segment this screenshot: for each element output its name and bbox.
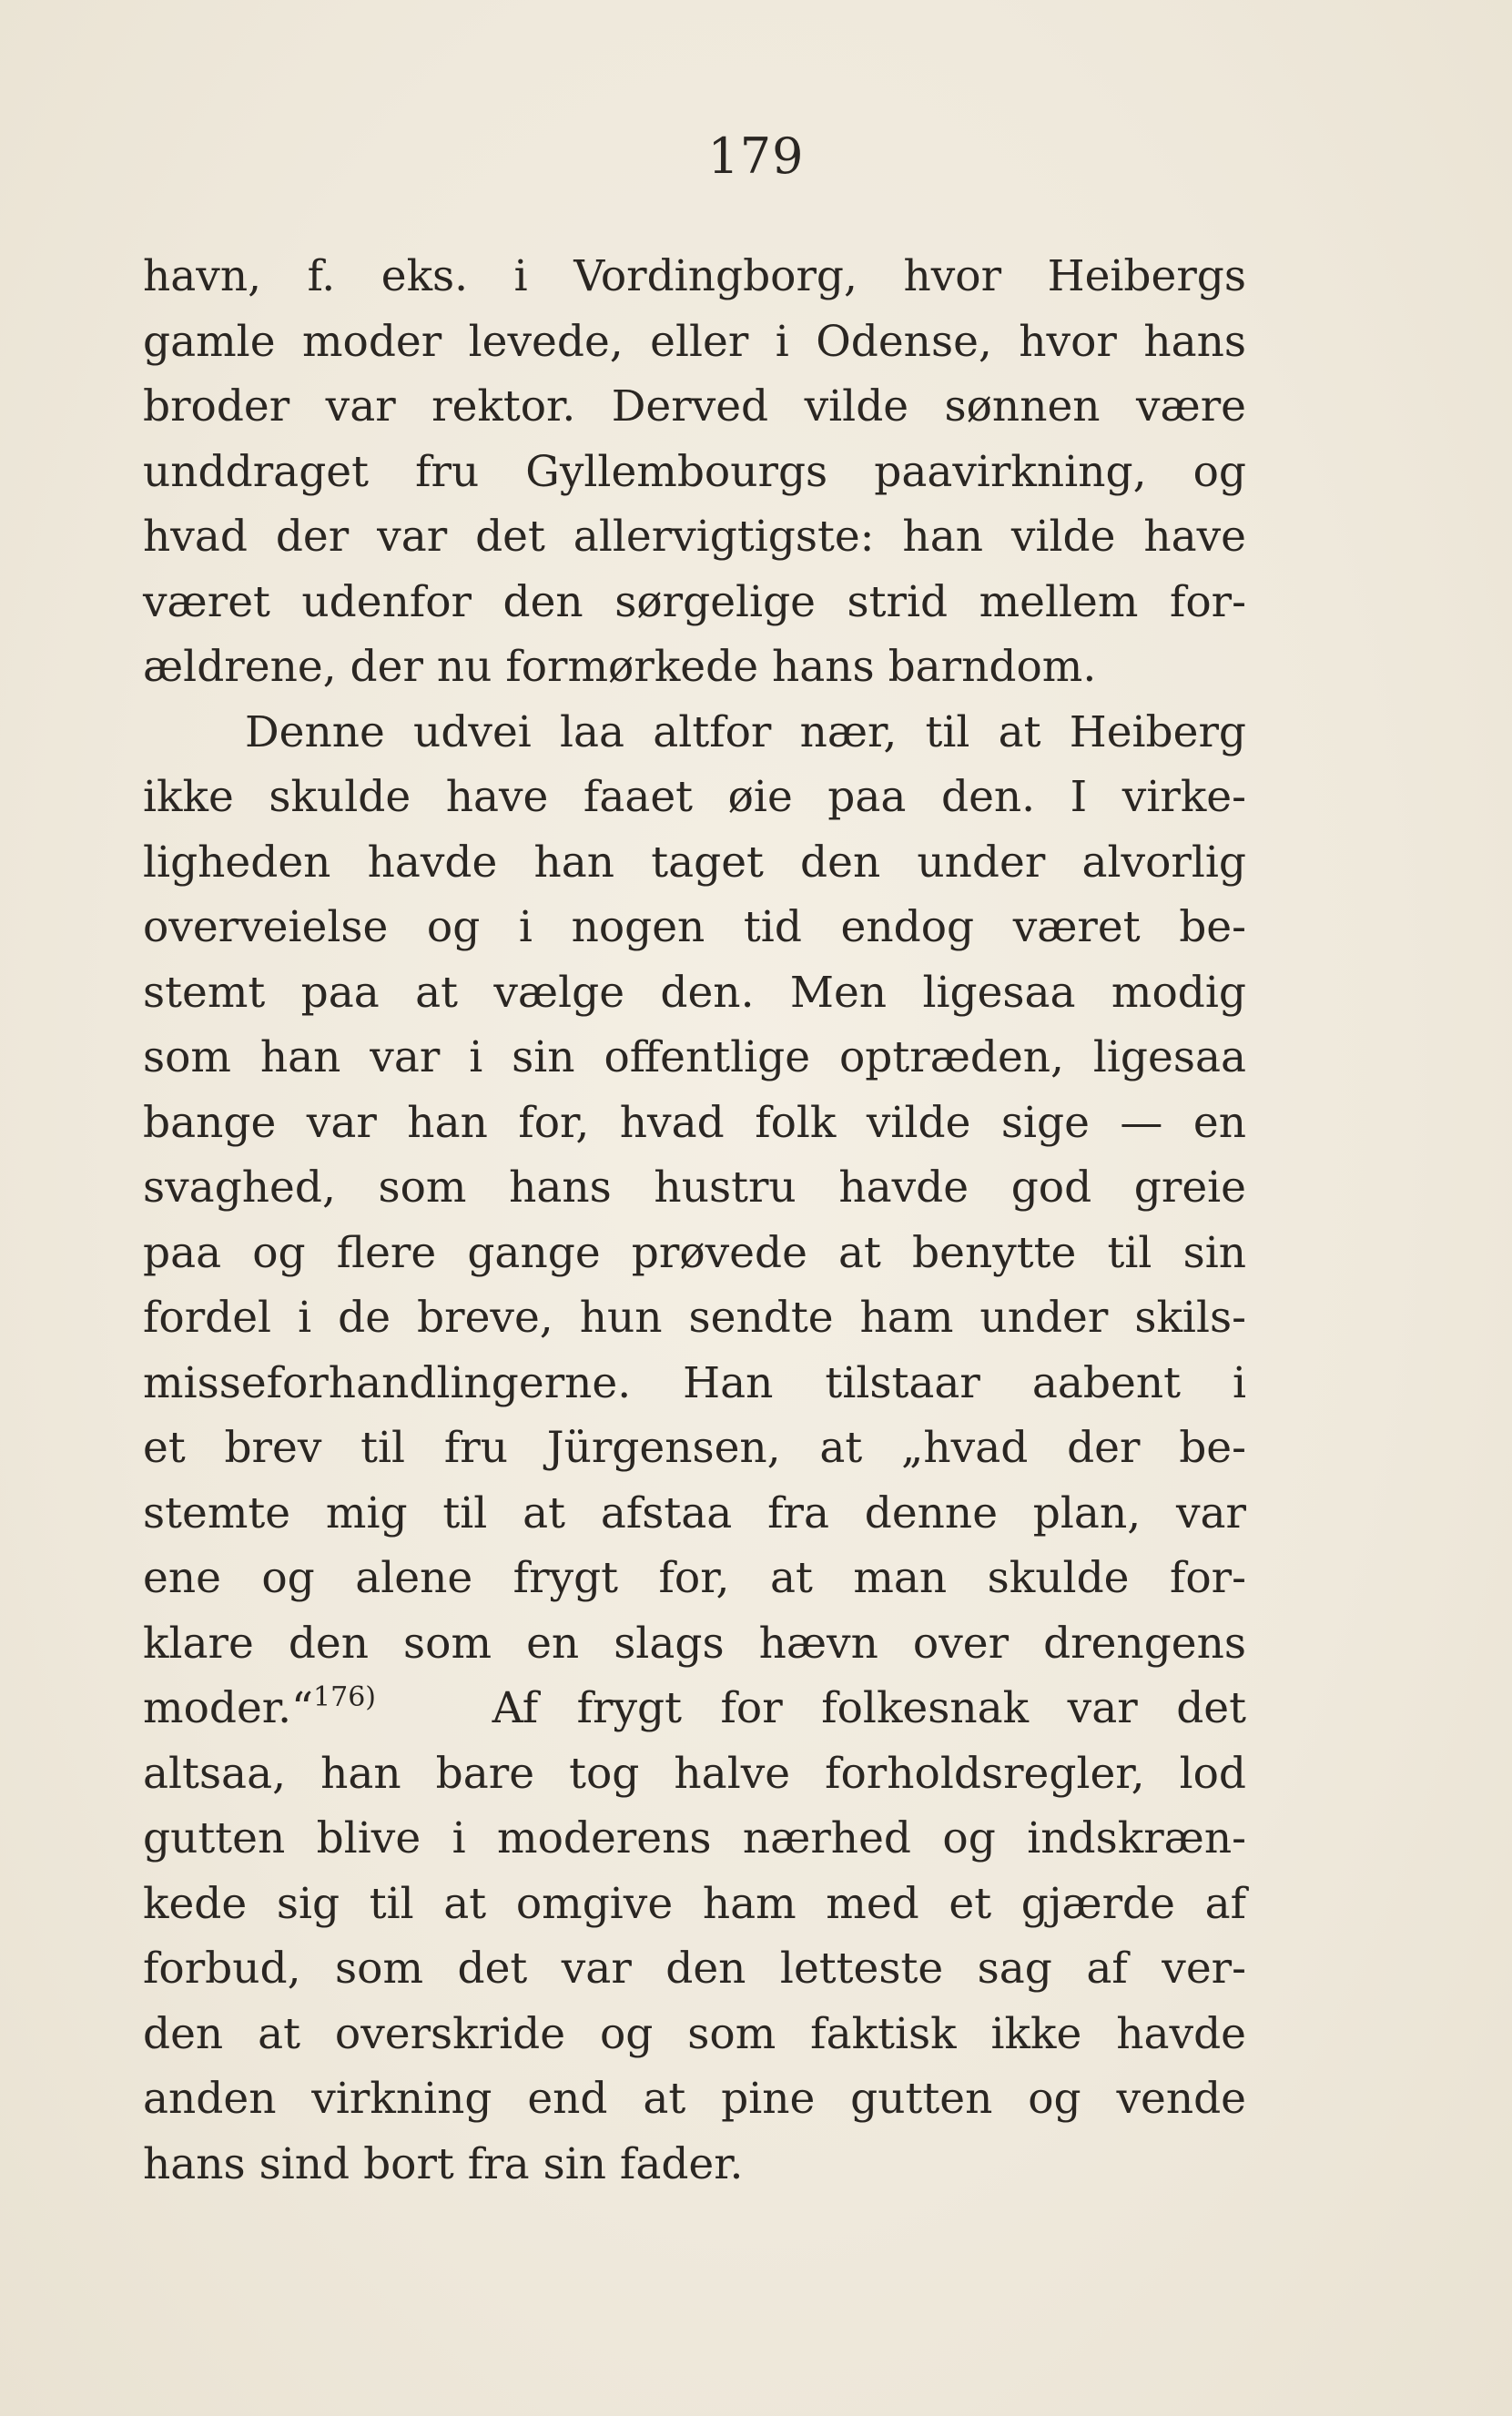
text-line: hvad der var det allervigtigste: han vilde have <box>143 512 1246 562</box>
text-line: klare den som en slags hævn over drengens <box>143 1618 1246 1669</box>
text-line: paa og flere gange prøvede at benytte til sin <box>143 1227 1246 1278</box>
body-text <box>143 244 1246 2197</box>
text-line: ligheden havde han taget den under alvorlig <box>143 837 1246 888</box>
text-line: som han var i sin offentlige optræden, ligesaa <box>143 1032 1246 1082</box>
paragraph-end-line: hans sind bort fra sin fader. <box>143 2138 744 2189</box>
text-line: altsaa, han bare tog halve forholdsregler, lod <box>143 1748 1246 1799</box>
text-line: broder var rektor. Derved vilde sønnen være <box>143 381 1246 431</box>
text-line: gamle moder levede, eller i Odense, hvor hans <box>143 316 1246 367</box>
footnote-line <box>143 1676 1246 1741</box>
paragraph-end-line: ældrene, der nu formørkede hans barndom. <box>143 642 1097 692</box>
text-line: forbud, som det var den letteste sag af ver- <box>143 1944 1246 1994</box>
text-line: kede sig til at omgive ham med et gjærde af <box>143 1878 1246 1929</box>
text-fragment: moder.“ <box>143 1683 314 1733</box>
page-number: 179 <box>707 127 805 185</box>
text-line: unddraget fru Gyllembourgs paavirkning, og <box>143 446 1246 497</box>
text-line: gutten blive i moderens nærhed og indskræn- <box>143 1813 1246 1863</box>
text-line: anden virkning end at pine gutten og vende <box>143 2074 1246 2124</box>
footnote-reference[interactable]: 176) <box>313 1681 377 1713</box>
text-line: overveielse og i nogen tid endog været be- <box>143 902 1246 952</box>
text-line: den at overskride og som faktisk ikke havde <box>143 2008 1246 2059</box>
text-line: bange var han for, hvad folk vilde sige — en <box>143 1097 1246 1148</box>
text-line: ikke skulde have faaet øie paa den. I virke- <box>143 772 1246 822</box>
text-line: været udenfor den sørgelige strid mellem for- <box>143 576 1246 627</box>
text-line: stemte mig til at afstaa fra denne plan, var <box>143 1487 1246 1538</box>
text-line: stemt paa at vælge den. Men ligesaa modig <box>143 967 1246 1018</box>
paragraph-start-line: Denne udvei laa altfor nær, til at Heiberg <box>245 706 1246 757</box>
text-line: fordel i de breve, hun sendte ham under skils- <box>143 1293 1246 1343</box>
text-line: et brev til fru Jürgensen, at „hvad der be- <box>143 1423 1246 1473</box>
text-fragment: Af frygt for folkesnak var det <box>492 1683 1246 1733</box>
text-line: misseforhandlingerne. Han tilstaar aabent i <box>143 1357 1246 1408</box>
text-line: havn, f. eks. i Vordingborg, hvor Heibergs <box>143 251 1246 301</box>
text-line: svaghed, som hans hustru havde god greie <box>143 1162 1246 1213</box>
text-line: ene og alene frygt for, at man skulde for- <box>143 1553 1246 1603</box>
